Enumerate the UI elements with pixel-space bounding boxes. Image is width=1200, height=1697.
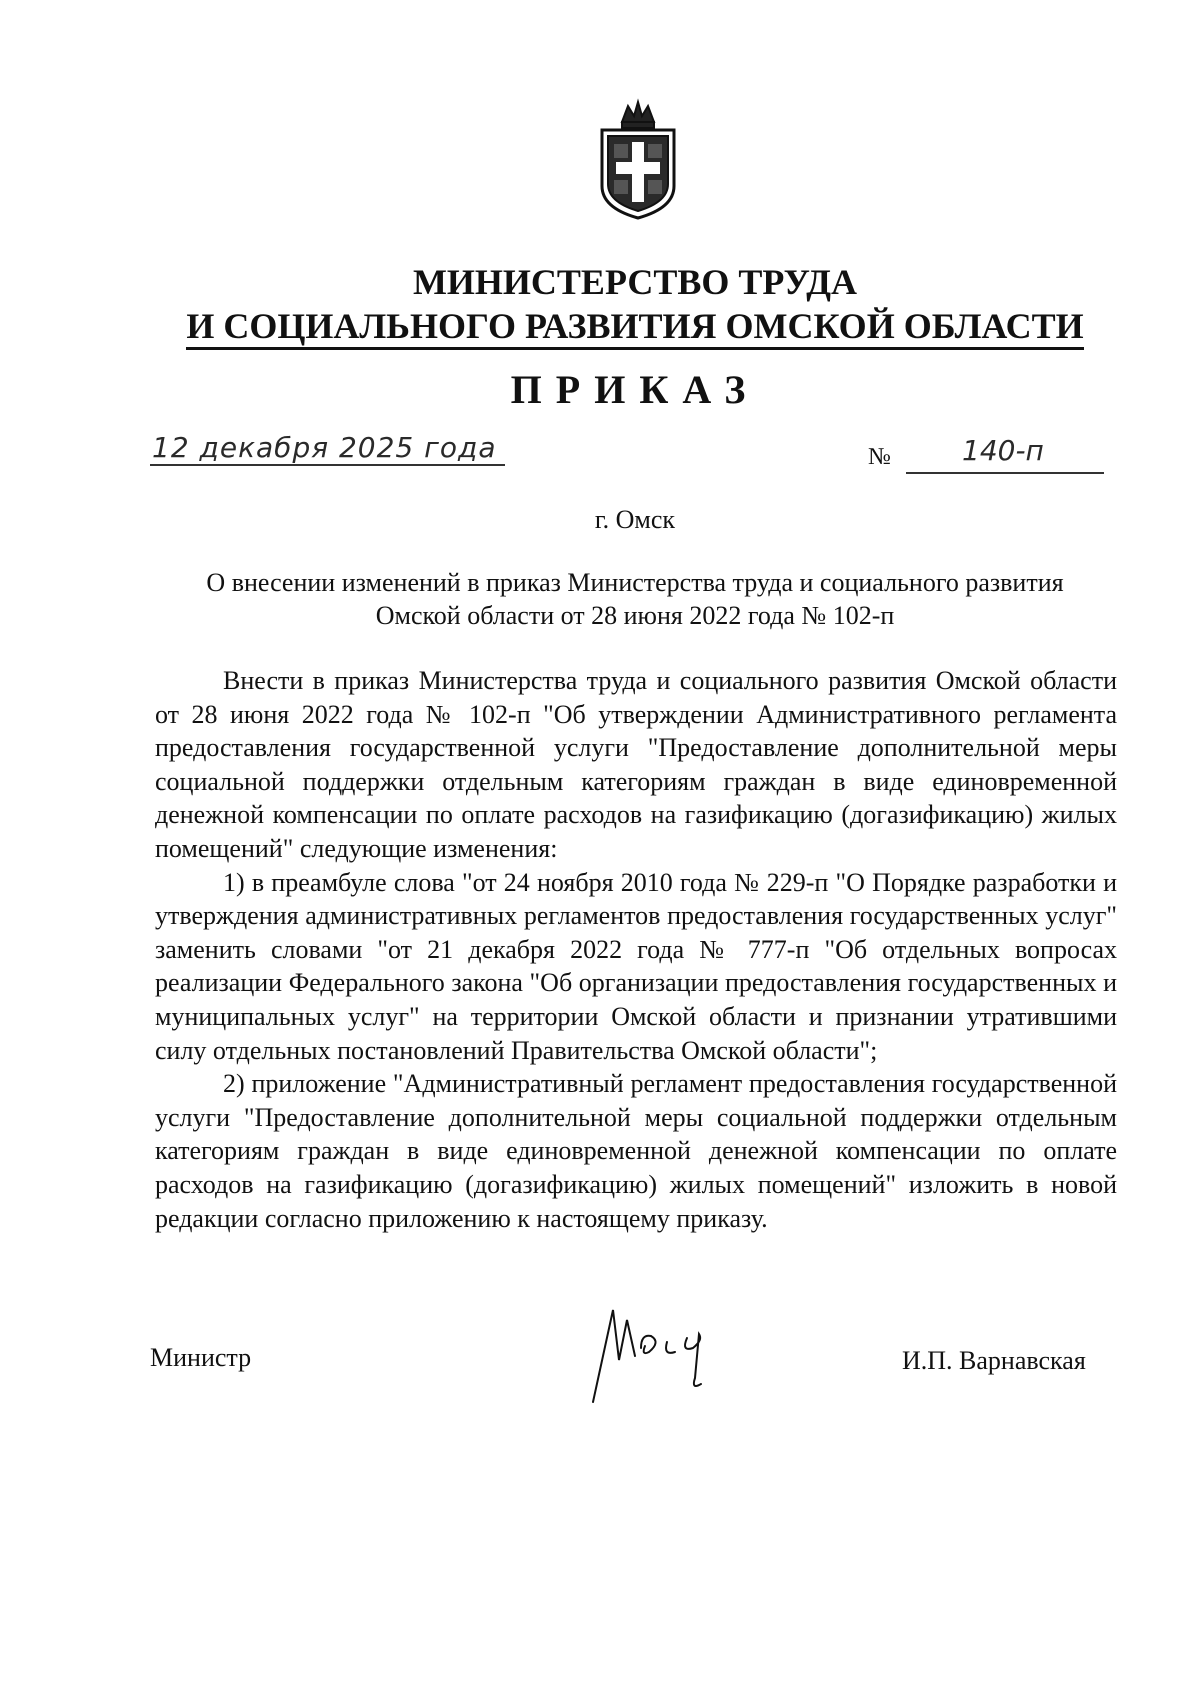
ministry-name-line1: МИНИСТЕРСТВО ТРУДА <box>412 262 858 302</box>
subject-line2: Омской области от 28 июня 2022 года № 102-п <box>375 601 895 630</box>
handwritten-date: 12 декабря 2025 года <box>150 432 505 466</box>
document-type: ПРИКАЗ <box>510 367 760 412</box>
body-item-2: 2) приложение "Административный регламент предоставления государственной услуги "Предоставление дополнительной меры социальной поддержки отдельным категориям граждан в виде единовременной денежной компенсации по оплате расходов на газификацию (догазификацию) жилых помещений" изложить в новой редакции согласно приложению к настоящему приказу. <box>155 1069 1117 1233</box>
body-item-1: 1) в преамбуле слова "от 24 ноября 2010 года № 229-п "О Порядке разработки и утверждения административных регламентов предоставления государственных услуг" заменить словами "от 21 декабря 2022 года № 777-п "Об отдельных вопросах реализации Федерального закона "Об организации предоставления государственных и муниципальных услуг" на территории Омской области и признании утратившими силу отдельных постановлений Правительства Омской области"; <box>155 867 1117 1065</box>
signer-name: И.П. Варнавская <box>902 1346 1086 1375</box>
body-intro: Внести в приказ Министерства труда и социального развития Омской области от 28 июня 2022 года № 102-п "Об утверждении Административного регламента предоставления государственной услуги "Предоставление дополнительной меры социальной поддержки отдельным категориям граждан в виде единовременной денежной компенсации по оплате расходов на газификацию (догазификацию) жилых помещений" следующие изменения: <box>155 666 1117 863</box>
order-subject <box>155 566 1115 632</box>
handwritten-number: 140-п <box>962 434 1044 467</box>
city: г. Омск <box>594 505 676 534</box>
number-prefix: № <box>868 444 891 470</box>
signer-title: Министр <box>150 1343 252 1372</box>
subject-line1: О внесении изменений в приказ Министерства труда и социального развития <box>206 568 1064 597</box>
order-body <box>155 664 1117 1235</box>
ministry-name-line2-text: И СОЦИАЛЬНОГО РАЗВИТИЯ ОМСКОЙ ОБЛАСТИ <box>186 306 1083 350</box>
signature-icon <box>583 1290 733 1410</box>
ministry-name-line2 <box>150 304 1120 348</box>
coat-of-arms-icon <box>592 96 684 222</box>
